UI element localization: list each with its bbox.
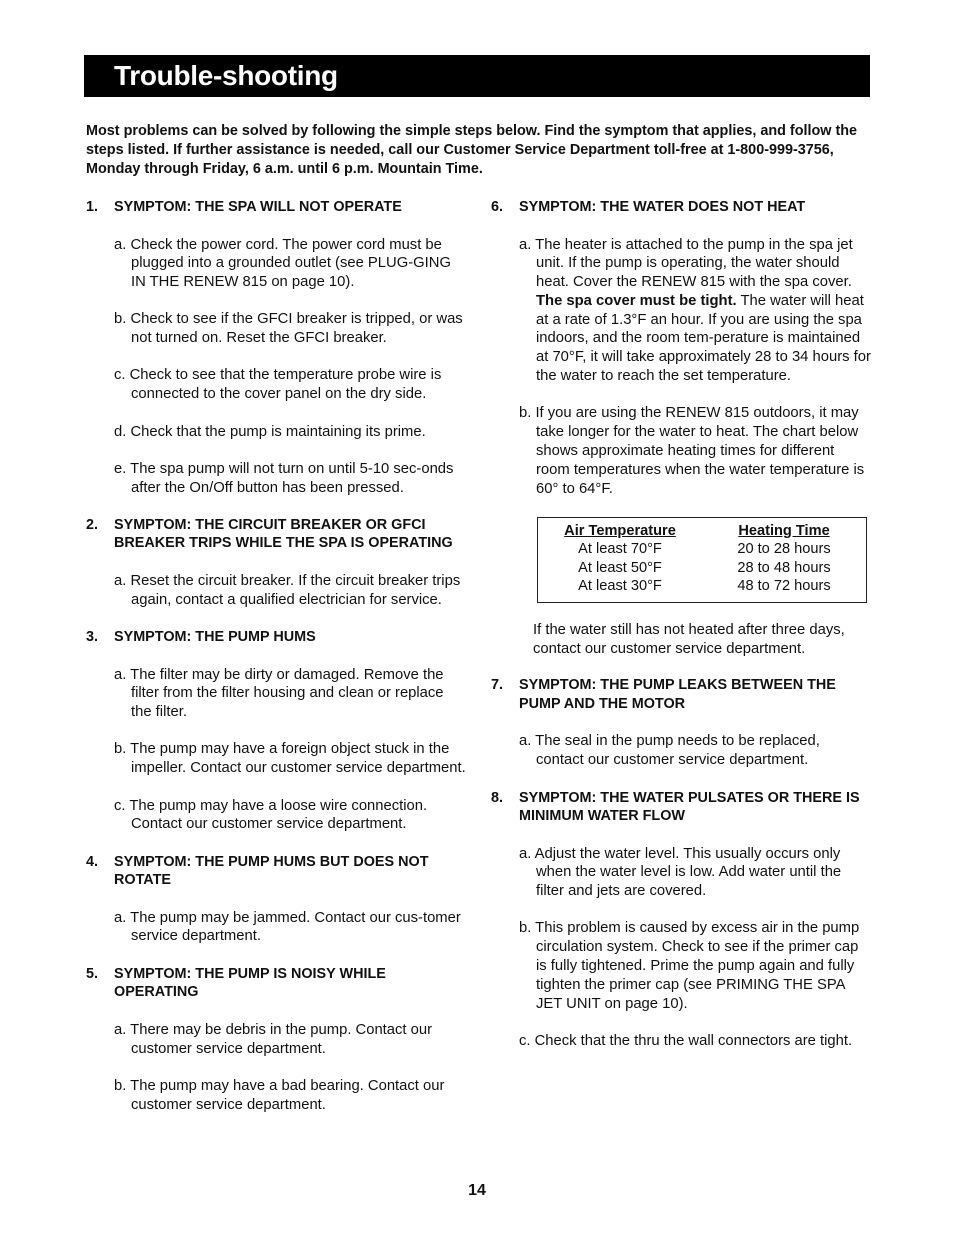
list-item: a. The heater is attached to the pump in the spa jet unit. If the pump is operating, the water should heat. Cover the RENEW 815 with the spa cover. The spa cover must be tight. The water will heat at a rate of 1.3°F an hour. If you are using the spa indoors, and the room tem-perature is maintained at 70°F, it will take approximately 28 to 34 hours for the water to reach the set temperature. — [519, 236, 871, 385]
section-number: 5. — [86, 965, 99, 982]
table-cell: At least 30°F — [578, 578, 662, 595]
intro-paragraph: Most problems can be solved by following the simple steps below. Find the symptom that applies, and follow the steps listed. If further assistance is needed, call our Customer Service Department toll-free at 1-800-999-3756, Monday through Friday, 6 a.m. until 6 p.m. Mountain Time. — [86, 123, 858, 177]
list-item: e. The spa pump will not turn on until 5-10 sec-onds after the On/Off button has been pressed. — [114, 460, 454, 496]
list-item: b. If you are using the RENEW 815 outdoors, it may take longer for the water to heat. The chart below shows approximate heating times for different room temperatures when the water temperature is 60° to 64°F. — [519, 405, 865, 497]
section-heading: SYMPTOM: THE SPA WILL NOT OPERATE — [114, 199, 402, 215]
section-number: 8. — [491, 789, 504, 806]
section-6 — [491, 198, 871, 658]
section-2 — [86, 516, 466, 610]
section-heading: SYMPTOM: THE PUMP IS NOISY WHILE OPERATING — [114, 965, 386, 1001]
section-number: 3. — [86, 629, 99, 646]
list-item: a. Reset the circuit breaker. If the circuit breaker trips again, contact a qualified electrician for service. — [114, 572, 461, 608]
section-7 — [491, 676, 871, 770]
list-item: a. There may be debris in the pump. Contact our customer service department. — [114, 1021, 433, 1057]
page-number: 14 — [468, 1182, 486, 1199]
heating-time-table — [537, 517, 867, 603]
list-item: c. Check that the thru the wall connectors are tight. — [519, 1032, 853, 1049]
section-heading: SYMPTOM: THE WATER DOES NOT HEAT — [519, 199, 806, 215]
page-title: Trouble-shooting — [114, 60, 338, 91]
table-cell: At least 50°F — [578, 559, 662, 576]
table-header: Air Temperature — [564, 522, 676, 539]
list-item: a. The pump may be jammed. Contact our cus-tomer service department. — [114, 909, 461, 945]
title-bar — [84, 55, 870, 97]
list-item: b. The pump may have a bad bearing. Contact our customer service department. — [114, 1077, 445, 1113]
table-cell: 20 to 28 hours — [737, 541, 831, 558]
section-heading: SYMPTOM: THE WATER PULSATES OR THERE IS MINIMUM WATER FLOW — [519, 789, 860, 825]
section-number: 4. — [86, 853, 99, 870]
table-cell: At least 70°F — [578, 541, 662, 558]
section-5 — [86, 965, 466, 1115]
section-number: 2. — [86, 516, 99, 533]
section-heading: SYMPTOM: THE PUMP HUMS BUT DOES NOT ROTATE — [114, 853, 429, 889]
list-item: d. Check that the pump is maintaining its prime. — [114, 423, 426, 440]
section-8 — [491, 789, 871, 1051]
section-1 — [86, 198, 466, 497]
section-number: 6. — [491, 199, 504, 215]
table-header: Heating Time — [738, 522, 830, 539]
section-4 — [86, 853, 466, 947]
list-item: a. Check the power cord. The power cord must be plugged into a grounded outlet (see PLUG-GING IN THE RENEW 815 on page 10). — [114, 236, 451, 291]
heating-time-column — [702, 522, 866, 596]
section-heading: SYMPTOM: THE PUMP HUMS — [114, 629, 316, 646]
list-item: b. The pump may have a foreign object stuck in the impeller. Contact our customer service department. — [114, 741, 466, 777]
right-column — [491, 198, 871, 1069]
list-item: c. Check to see that the temperature probe wire is connected to the cover panel on the dry side. — [114, 367, 442, 403]
table-cell: 48 to 72 hours — [737, 578, 831, 595]
air-temperature-column — [538, 522, 702, 596]
list-item: a. Adjust the water level. This usually occurs only when the water level is low. Add water until the filter and jets are covered. — [519, 845, 842, 900]
list-item: b. This problem is caused by excess air in the pump circulation system. Check to see if the primer cap is fully tightened. Prime the pump again and fully tighten the primer cap (see PRIMING THE SPA JET UNIT on page 10). — [519, 920, 860, 1012]
section-number: 7. — [491, 677, 504, 694]
after-table-note: If the water still has not heated after three days, contact our customer service department. — [533, 621, 845, 657]
left-column — [86, 198, 466, 1133]
section-heading: SYMPTOM: THE CIRCUIT BREAKER OR GFCI BREAKER TRIPS WHILE THE SPA IS OPERATING — [114, 516, 453, 552]
bold-note: The spa cover must be tight. — [536, 292, 737, 309]
list-item: c. The pump may have a loose wire connection. Contact our customer service department. — [114, 797, 428, 833]
list-item: a. The seal in the pump needs to be replaced, contact our customer service department. — [519, 733, 820, 769]
section-number: 1. — [86, 199, 99, 215]
list-item: a. The filter may be dirty or damaged. Remove the filter from the filter housing and clean or replace the filter. — [114, 666, 444, 721]
section-heading: SYMPTOM: THE PUMP LEAKS BETWEEN THE PUMP AND THE MOTOR — [519, 677, 836, 712]
list-item: b. Check to see if the GFCI breaker is tripped, or was not turned on. Reset the GFCI breaker. — [114, 311, 463, 347]
table-cell: 28 to 48 hours — [737, 559, 831, 576]
section-3 — [86, 628, 466, 834]
